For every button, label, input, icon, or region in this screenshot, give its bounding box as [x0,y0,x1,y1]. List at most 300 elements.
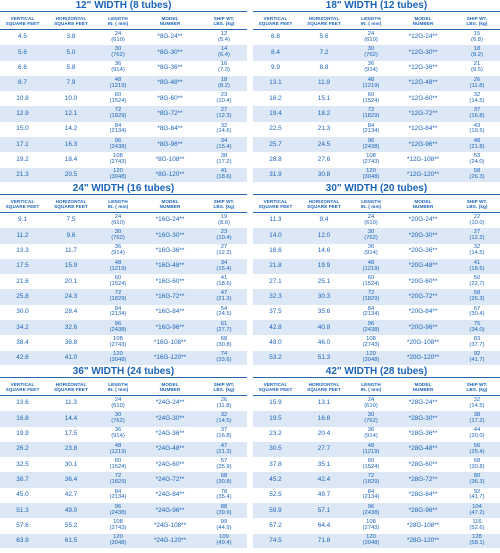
table-cell-horizontal: 9.6 [66,231,76,239]
table-cell-vertical: 13.3 [16,247,29,255]
table-cell-model: *16G-36** [155,247,185,255]
table-cell-length: 30 (762) [364,229,378,241]
table-cell-model: *24G-48** [155,445,185,453]
table-cell-horizontal: 12.1 [64,109,78,117]
table-row [253,259,500,274]
table-cell-length: 48 (1219) [362,259,380,272]
table-cell-vertical: 31.9 [269,171,282,179]
table-cell-horizontal: 21.3 [317,125,331,133]
table-row [0,488,247,503]
table-cell-ship: 15 (6.8) [471,30,483,43]
table-cell-ship: 44 (20.0) [469,427,485,440]
table-cell-model: *20G-48** [408,262,438,270]
table-cell-length: 96 (2438) [362,503,380,516]
table-cell-vertical: 38.4 [16,338,29,346]
table-cell-horizontal: 7.5 [66,216,76,224]
table-row [0,503,247,518]
table-row [0,137,247,152]
table-cell-length: 36 (914) [364,244,378,257]
table-cell-length: 84 (2134) [362,305,380,318]
table-cell-horizontal: 19.9 [317,262,331,270]
table-cell-model: *28G-84** [408,491,438,499]
column-header-vertical: VERTICAL SQUARE FEET [258,15,293,26]
column-header-horizontal: HORIZONTAL SQUARE FEET [54,15,88,26]
spec-table-section [253,0,500,182]
table-cell-model: *16G-30** [155,231,185,239]
table-cell-vertical: 23.2 [269,430,282,438]
table-cell-ship: 27 (12.3) [216,107,232,120]
table-row [0,152,247,167]
table-cell-length: 48 (1219) [362,442,380,455]
table-cell-horizontal: 5.0 [66,48,76,56]
table-cell-vertical: 74.5 [269,537,282,545]
table-cell-ship: 88 (39.9) [216,503,232,516]
table-cell-ship: 61 (27.7) [216,320,232,333]
table-cell-ship: 67 (30.4) [469,305,485,318]
table-cell-horizontal: 15.9 [64,262,78,270]
table-cell-length: 48 (1219) [362,76,380,89]
column-header-length: LENGTH IN. ( mm) [360,15,382,26]
table-cell-horizontal: 30.8 [317,171,331,179]
table-cell-model: *12G-36** [408,64,438,72]
table-header-row [0,378,247,396]
table-cell-horizontal: 42.4 [317,475,331,483]
table-row [253,289,500,304]
table-row [253,472,500,487]
table-header-row [253,12,500,30]
table-row [253,91,500,106]
section-title: 18" WIDTH (12 tubes) [253,0,500,12]
table-cell-vertical: 16.2 [269,94,282,102]
table-cell-ship: 32 (14.5) [469,396,485,409]
table-cell-vertical: 67.2 [269,521,282,529]
table-cell-ship: 18 (8.2) [471,46,483,58]
table-cell-model: *28G-96** [408,506,438,514]
table-cell-ship: 57 (25.9) [216,457,232,470]
table-cell-horizontal: 55.2 [64,521,78,529]
table-cell-ship: 23 (10.4) [216,229,232,241]
table-cell-model: *24G-108** [153,521,187,529]
column-header-horizontal: HORIZONTAL SQUARE FEET [54,381,88,392]
table-row [253,320,500,335]
table-cell-ship: 58 (26.3) [469,290,485,303]
section-title: 42" WIDTH (28 tubes) [253,366,500,378]
table-cell-length: 60 (1524) [109,91,127,104]
table-cell-model: *12G-96** [408,140,438,148]
table-cell-length: 84 (2134) [109,488,127,501]
table-cell-horizontal: 23.8 [64,445,78,453]
table-cell-model: *28G-30** [408,414,438,422]
table-cell-model: *20G-108** [406,338,440,346]
table-cell-vertical: 19.2 [16,155,29,163]
table-row [253,152,500,167]
table-cell-length: 108 (2743) [109,153,127,166]
table-cell-model: *8G-60** [157,94,183,102]
table-row [253,213,500,228]
table-cell-length: 108 (2743) [109,336,127,349]
table-row [0,30,247,45]
table-cell-vertical: 37.8 [269,460,282,468]
table-row [253,45,500,60]
table-cell-ship: 83 (37.7) [469,336,485,349]
table-cell-horizontal: 15.1 [317,94,331,102]
table-cell-vertical: 34.2 [16,323,29,331]
table-row [0,335,247,350]
table-cell-ship: 41 (18.6) [216,274,232,287]
table-cell-model: *16G-84** [155,308,185,316]
table-row [253,76,500,91]
table-cell-length: 60 (1524) [362,91,380,104]
table-cell-vertical: 4.5 [18,33,27,41]
column-header-horizontal: HORIZONTAL SQUARE FEET [307,381,341,392]
table-cell-vertical: 59.9 [269,506,282,514]
table-cell-horizontal: 10.0 [64,94,78,102]
table-cell-length: 72 (1829) [109,290,127,303]
table-cell-ship: 18 (8.2) [218,76,230,89]
table-cell-vertical: 5.6 [18,48,27,56]
table-cell-horizontal: 3.8 [66,33,76,41]
table-cell-ship: 38 (17.2) [469,412,485,424]
table-cell-ship: 128 (58.1) [469,534,485,547]
table-cell-ship: 14 (6.4) [218,46,230,58]
table-cell-ship: 23 (10.4) [216,91,232,104]
table-cell-length: 120 (3048) [362,534,380,547]
table-cell-model: *8G-30** [157,48,183,56]
table-cell-model: *12G-84** [408,125,438,133]
table-cell-horizontal: 16.3 [64,140,78,148]
table-cell-vertical: 19.4 [269,109,282,117]
table-row [253,228,500,243]
table-cell-model: *8G-120** [155,171,185,179]
table-cell-length: 84 (2134) [362,488,380,501]
table-cell-vertical: 21.3 [16,171,29,179]
table-cell-horizontal: 20.4 [317,430,331,438]
section-title: 30" WIDTH (20 tubes) [253,183,500,195]
table-cell-horizontal: 71.8 [317,537,331,545]
table-cell-vertical: 10.8 [16,94,29,102]
table-cell-vertical: 37.5 [269,308,282,316]
table-cell-horizontal: 25.1 [317,277,331,285]
table-cell-vertical: 8.4 [271,48,280,56]
table-cell-ship: 53 (24.0) [469,153,485,166]
table-cell-length: 72 (1829) [109,107,127,120]
table-cell-horizontal: 51.3 [317,354,331,362]
table-cell-model: *16G-96** [155,323,185,331]
table-cell-vertical: 6.8 [271,33,280,41]
table-cell-vertical: 17.5 [16,262,29,270]
table-cell-ship: 32 (14.6) [216,122,232,135]
table-cell-model: *20G-96** [408,323,438,331]
section-title: 24" WIDTH (16 tubes) [0,183,247,195]
table-cell-model: *12G-108** [406,155,440,163]
table-cell-horizontal: 24.5 [317,140,331,148]
table-cell-vertical: 19.5 [269,414,282,422]
table-cell-horizontal: 41.0 [64,354,78,362]
table-cell-vertical: 17.1 [16,140,29,148]
table-cell-horizontal: 7.2 [319,48,329,56]
table-cell-ship: 56 (25.4) [469,442,485,455]
table-cell-vertical: 45.0 [16,491,29,499]
table-cell-ship: 116 (52.6) [469,519,485,532]
table-cell-model: *28G-108** [406,521,440,529]
table-cell-horizontal: 49.7 [317,491,331,499]
table-cell-model: *28G-72** [408,475,438,483]
table-cell-horizontal: 46.0 [317,338,331,346]
table-cell-vertical: 45.2 [269,475,282,483]
table-row [0,411,247,426]
table-cell-ship: 37 (16.8) [469,107,485,120]
table-row [0,168,247,182]
table-cell-vertical: 8.7 [18,79,27,87]
table-cell-vertical: 9.1 [18,216,27,224]
table-cell-length: 108 (2743) [109,519,127,532]
table-cell-ship: 34 (15.4) [216,259,232,272]
table-row [253,137,500,152]
table-cell-ship: 27 (12.2) [469,229,485,241]
table-cell-vertical: 21.8 [269,262,282,270]
table-cell-ship: 47 (21.3) [216,442,232,455]
table-cell-model: *12G-60** [408,94,438,102]
table-cell-length: 108 (2743) [362,153,380,166]
table-row [0,289,247,304]
table-cell-ship: 32 (14.5) [469,244,485,257]
table-cell-length: 120 (3048) [362,351,380,364]
table-cell-horizontal: 27.6 [317,155,331,163]
table-header-row [253,195,500,213]
column-header-horizontal: HORIZONTAL SQUARE FEET [307,198,341,209]
table-cell-length: 30 (762) [111,412,125,424]
table-cell-ship: 92 (41.7) [469,488,485,501]
table-row [0,518,247,533]
spec-table-section [0,0,247,182]
table-cell-vertical: 16.6 [269,247,282,255]
table-cell-vertical: 11.2 [16,231,29,239]
table-cell-length: 30 (762) [364,46,378,58]
table-row [253,61,500,76]
table-row [253,396,500,411]
table-cell-length: 24 (610) [111,30,125,43]
table-cell-vertical: 19.9 [16,430,29,438]
table-cell-length: 84 (2134) [362,122,380,135]
column-header-length: LENGTH IN. ( mm) [107,381,129,392]
table-cell-model: *8G-36** [157,64,183,72]
table-cell-length: 36 (914) [111,244,125,257]
table-cell-vertical: 12.9 [16,109,29,117]
table-row [0,106,247,121]
table-cell-horizontal: 9.4 [319,216,329,224]
table-cell-vertical: 13.1 [269,79,282,87]
table-cell-vertical: 42.8 [269,323,282,331]
table-cell-ship: 27 (12.2) [216,244,232,257]
column-header-ship: SHIP WT. LBS. (kg) [466,381,488,392]
column-header-vertical: VERTICAL SQUARE FEET [258,381,293,392]
column-header-model: MODEL NUMBER [412,381,434,392]
table-cell-vertical: 27.1 [269,277,282,285]
table-cell-model: *12G-48** [408,79,438,87]
table-cell-horizontal: 20.1 [64,277,78,285]
table-cell-vertical: 26.2 [16,445,29,453]
table-cell-length: 96 (2438) [109,503,127,516]
table-cell-horizontal: 36.4 [64,475,78,483]
table-row [253,168,500,182]
table-cell-length: 24 (610) [111,396,125,409]
table-cell-model: *12G-30** [408,48,438,56]
table-cell-length: 24 (610) [364,30,378,43]
table-cell-model: *20G-72** [408,292,438,300]
spec-table-section [0,183,247,365]
table-cell-length: 84 (2134) [109,305,127,318]
table-cell-vertical: 38.7 [16,475,29,483]
table-row [0,305,247,320]
table-cell-model: *20G-84** [408,308,438,316]
table-row [253,518,500,533]
table-cell-vertical: 25.7 [269,140,282,148]
table-cell-ship: 34 (15.4) [216,137,232,150]
table-row [0,396,247,411]
table-cell-model: *24G-36** [155,430,185,438]
table-cell-vertical: 48.0 [269,338,282,346]
table-cell-ship: 54 (24.5) [216,305,232,318]
column-header-vertical: VERTICAL SQUARE FEET [5,15,40,26]
table-cell-length: 24 (610) [111,213,125,226]
table-row [0,244,247,259]
table-cell-model: *28G-120** [406,537,440,545]
table-cell-model: *28G-36** [408,430,438,438]
table-cell-length: 120 (3048) [109,534,127,547]
table-cell-model: *16G-24** [155,216,185,224]
table-cell-horizontal: 36.8 [64,338,78,346]
table-cell-ship: 80 (36.3) [469,473,485,486]
table-row [0,91,247,106]
table-cell-length: 24 (610) [364,396,378,409]
column-header-model: MODEL NUMBER [159,198,181,209]
table-row [0,61,247,76]
table-cell-model: *20G-36** [408,247,438,255]
table-cell-ship: 99 (44.9) [216,519,232,532]
table-cell-model: *8G-72** [157,109,183,117]
table-row [253,442,500,457]
table-cell-vertical: 15.0 [16,125,29,133]
table-cell-model: *28G-48** [408,445,438,453]
table-cell-horizontal: 11.7 [65,247,77,255]
table-row [0,351,247,365]
column-header-model: MODEL NUMBER [159,381,181,392]
spec-table-section [253,183,500,365]
column-header-ship: SHIP WT. LBS. (kg) [213,381,235,392]
table-cell-length: 84 (2134) [109,122,127,135]
table-cell-model: *16G-120** [153,354,187,362]
table-cell-model: *8G-96** [157,140,183,148]
table-cell-model: *8G-84** [157,125,183,133]
table-row [253,457,500,472]
column-header-length: LENGTH IN. ( mm) [107,15,129,26]
table-header-row [0,12,247,30]
table-cell-model: *24G-120** [153,537,187,545]
table-cell-length: 108 (2743) [362,336,380,349]
table-cell-vertical: 25.8 [16,292,29,300]
column-header-vertical: VERTICAL SQUARE FEET [5,198,40,209]
column-header-vertical: VERTICAL SQUARE FEET [258,198,293,209]
table-cell-horizontal: 17.5 [64,430,78,438]
table-cell-length: 108 (2743) [362,519,380,532]
table-cell-ship: 78 (35.4) [216,488,232,501]
table-cell-horizontal: 64.4 [317,521,331,529]
table-row [0,427,247,442]
table-row [0,259,247,274]
table-cell-horizontal: 49.0 [64,506,78,514]
table-cell-length: 30 (762) [364,412,378,424]
table-cell-horizontal: 40.8 [317,323,331,331]
table-row [253,30,500,45]
table-cell-horizontal: 14.2 [64,125,78,133]
table-cell-ship: 68 (30.8) [216,336,232,349]
table-cell-model: *24G-30** [155,414,185,422]
column-header-ship: SHIP WT. LBS. (kg) [466,15,488,26]
table-cell-length: 36 (914) [111,427,125,440]
column-header-length: LENGTH IN. ( mm) [360,198,382,209]
table-row [253,244,500,259]
table-cell-length: 72 (1829) [362,473,380,486]
table-cell-vertical: 22.5 [269,125,282,133]
table-cell-model: *16G-48** [155,262,185,270]
table-cell-ship: 22 (10.0) [469,213,485,226]
table-cell-length: 96 (2438) [109,320,127,333]
section-title: 12" WIDTH (8 tubes) [0,0,247,12]
table-cell-ship: 109 (49.4) [216,534,232,547]
table-cell-length: 30 (762) [111,46,125,58]
table-cell-horizontal: 27.7 [317,445,331,453]
table-cell-ship: 32 (14.5) [469,91,485,104]
table-cell-horizontal: 30.3 [317,292,331,300]
table-cell-model: *24G-60** [155,460,185,468]
table-row [253,305,500,320]
table-cell-vertical: 28.8 [269,155,282,163]
column-header-ship: SHIP WT. LBS. (kg) [213,15,235,26]
table-cell-horizontal: 35.6 [317,308,331,316]
table-cell-horizontal: 5.6 [319,33,329,41]
table-cell-length: 24 (610) [364,213,378,226]
table-cell-model: *20G-30** [408,231,438,239]
table-cell-horizontal: 16.8 [317,414,331,422]
table-row [0,274,247,289]
table-row [253,274,500,289]
table-row [253,411,500,426]
table-cell-horizontal: 12.0 [317,231,331,239]
table-header-row [0,195,247,213]
table-cell-length: 30 (762) [111,229,125,241]
table-cell-model: *12G-24** [408,33,438,41]
table-cell-ship: 16 (7.3) [218,61,230,74]
table-cell-length: 120 (3048) [109,168,127,181]
table-cell-model: *20G-60** [408,277,438,285]
table-cell-model: *24G-72** [155,475,185,483]
table-cell-ship: 12 (5.4) [218,30,230,43]
table-cell-model: *16G-60** [155,277,185,285]
table-cell-ship: 68 (30.8) [469,457,485,470]
table-cell-ship: 74 (33.6) [216,351,232,364]
table-cell-length: 48 (1219) [109,442,127,455]
table-row [253,351,500,365]
table-cell-horizontal: 42.7 [64,491,78,499]
column-header-ship: SHIP WT. LBS. (kg) [466,198,488,209]
table-cell-horizontal: 35.1 [317,460,331,468]
table-cell-ship: 38 (17.2) [216,153,232,166]
table-cell-ship: 37 (16.8) [216,427,232,440]
table-cell-ship: 75 (34.0) [469,320,485,333]
table-row [253,534,500,548]
table-cell-vertical: 21.6 [16,277,29,285]
table-cell-model: *12G-120** [406,171,440,179]
